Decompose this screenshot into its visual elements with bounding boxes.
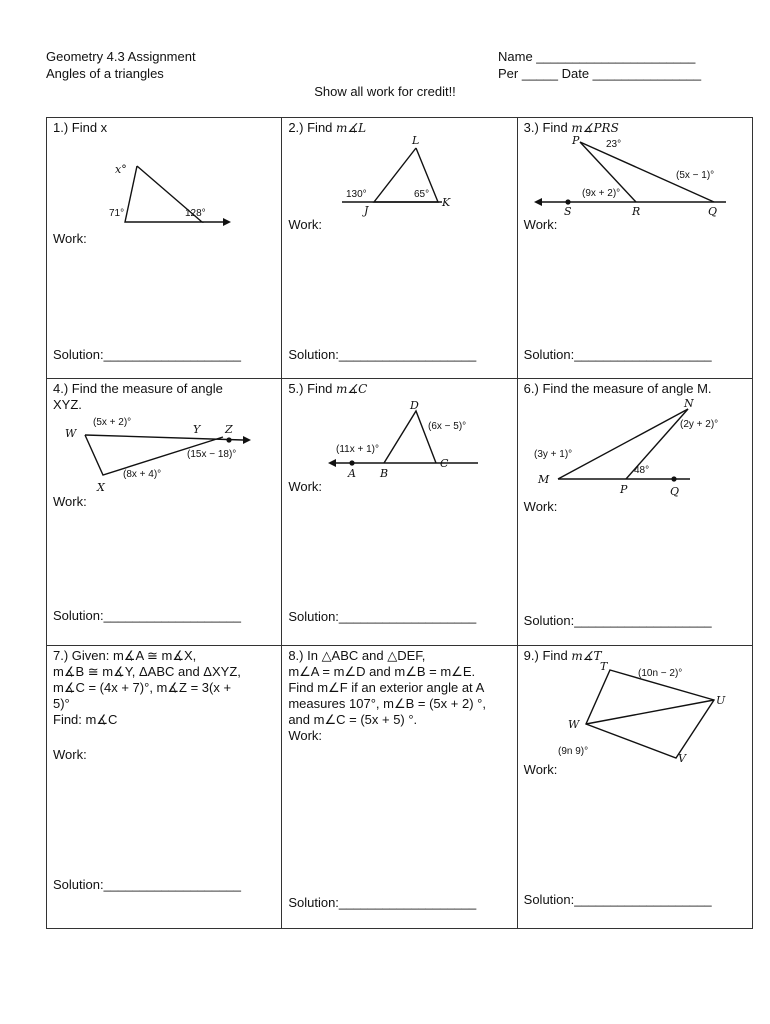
problem-3-solution-line[interactable]: Solution:___________________ [523,347,712,362]
vertex-Q: Q [707,205,717,218]
problem-9-figure [554,660,734,765]
problem-5-figure [322,399,502,479]
assignment-subtitle: Angles of a triangles [46,66,164,81]
problem-2-figure [332,134,462,217]
vertex-W: W [567,718,579,731]
problem-9-prompt-math: m∡T [571,649,602,663]
header-left [46,48,196,82]
problem-1-prompt [53,120,275,136]
point-A [350,460,355,465]
arrowhead-5 [328,459,336,467]
angle-48-label: 48° [633,465,649,476]
problem-4-cell [47,379,282,646]
problem-8-prompt [288,648,510,744]
arrowhead-4 [243,436,251,444]
problem-grid [46,117,753,929]
quadrilateral-9 [586,670,714,758]
name-field-label[interactable]: Name ______________________ [498,49,696,64]
problem-3-prompt-math: m∡PRS [571,121,619,135]
vertex-N: N [683,397,694,410]
angle-5x-label: (5x − 1)° [675,170,714,181]
vertex-V: V [677,752,686,765]
problem-8-line-1: 8.) In △ABC and △DEF, [288,648,426,663]
point-S [565,199,570,204]
problem-5-solution-line[interactable]: Solution:___________________ [288,609,477,624]
problem-9-cell [517,646,752,929]
angle-3y-label: (3y + 1)° [533,449,572,460]
vertex-T: T [599,660,607,673]
problem-8-line-4: measures 107°, m∠B = (5x + 2) °, [288,696,486,711]
problem-7-work-label: Work: [53,747,87,762]
angle-11x-label: (11x + 1)° [336,444,380,455]
problem-5-prompt-math: m∡C [336,382,368,396]
angle-x-label: (8x + 4)° [123,469,162,480]
problem-9-work-label: Work: [523,762,558,777]
problem-7-cell [47,646,282,929]
angle-6x-label: (6x − 5)° [428,421,467,432]
instructions: Show all work for credit!! [314,84,456,99]
problem-9-solution-line[interactable]: Solution:___________________ [523,892,712,907]
problem-8-line-3: Find m∠F if an exterior angle at A [288,680,485,695]
point-Z [226,437,231,442]
problem-1-prompt-text: 1.) Find x [53,120,108,135]
angle-w-label: (5x + 2)° [93,417,132,428]
problem-2-prompt-math: m∡L [336,121,367,135]
arrowhead-3 [534,198,542,206]
problem-2-solution-line[interactable]: Solution:___________________ [288,347,477,362]
vertex-R: R [631,205,640,218]
course-title: Geometry 4.3 Assignment [46,49,196,64]
problem-6-solution-line[interactable]: Solution:___________________ [523,613,712,628]
problem-2-work-label: Work: [288,217,323,232]
diagonal-WU [586,700,714,724]
problem-7-line-1: 7.) Given: m∡A ≅ m∡X, [53,648,197,663]
angle-65-label: 65° [414,189,430,200]
vertex-K: K [442,196,451,209]
header-right [498,48,701,82]
vertex-D: D [410,399,420,412]
point-Q [671,476,676,481]
problem-6-cell [517,379,752,646]
problem-8-cell [282,646,517,929]
problem-1-cell [47,118,282,379]
angle-71-label: 71° [109,208,125,219]
problem-8-solution-line[interactable]: Solution:___________________ [288,895,477,910]
angle-128-label: 128° [185,208,206,219]
angle-9n-label: (9n 9)° [557,746,588,757]
arrowhead-1 [223,218,231,226]
vertex-W: W [65,427,77,440]
problem-3-cell [517,118,752,379]
angle-9x-label: (9x + 2)° [581,188,620,199]
segment-MN [558,409,688,479]
triangle-5 [384,411,436,463]
problem-4-figure [55,415,270,495]
angle-130-label: 130° [346,189,368,200]
problem-7-line-2: m∡B ≅ m∡Y, ΔABC and ΔXYZ, [53,664,241,679]
per-date-field-label[interactable]: Per _____ Date _______________ [498,66,702,81]
angle-10n-label: (10n − 2)° [637,668,682,679]
vertex-J: J [364,204,369,217]
problem-7-prompt [53,648,275,728]
vertex-Y: Y [193,423,201,436]
problem-6-work-label: Work: [523,499,558,514]
problem-7-line-5: Find: m∡C [53,712,118,727]
problem-6-figure [528,399,743,499]
vertex-U: U [715,694,725,707]
vertex-Z: Z [225,423,233,436]
problem-4-work-label: Work: [53,494,87,509]
problem-7-line-3: m∡C = (4x + 7)°, m∡Z = 3(x + [53,680,232,695]
problem-3-figure [528,134,738,216]
problem-2-cell [282,118,517,379]
angle-x-label: x° [115,163,127,176]
problem-3-work-label: Work: [523,217,558,232]
problem-7-solution-line[interactable]: Solution:___________________ [53,877,241,892]
problem-5-cell [282,379,517,646]
problem-7-line-4: 5)° [53,696,70,711]
problem-1-solution-line[interactable]: Solution:___________________ [53,347,241,362]
problem-5-work-label: Work: [288,479,323,494]
problem-4-prompt: 4.) Find the measure of angle XYZ. [53,381,223,412]
problem-2-prompt-text: 2.) Find [288,120,337,135]
problem-5-prompt-text: 5.) Find [288,381,337,396]
vertex-M: M [537,473,549,486]
angle-23-label: 23° [605,139,621,150]
problem-1-figure [87,156,237,231]
vertex-B: B [380,467,389,480]
vertex-S: S [563,205,572,218]
problem-8-work-label: Work: [288,728,323,743]
problem-5-prompt [288,381,510,397]
angle-y-label: (15x − 18)° [187,449,237,460]
vertex-L: L [412,134,420,147]
problem-9-prompt-text: 9.) Find [523,648,572,663]
problem-1-work-label: Work: [53,231,87,246]
problem-6-prompt: 6.) Find the measure of angle M. [523,381,712,396]
problem-8-line-2: m∠A = m∠D and m∠B = m∠E. [288,664,476,679]
problem-8-line-5: and m∠C = (5x + 5) °. [288,712,418,727]
vertex-Q: Q [669,485,679,498]
vertex-P: P [571,134,580,147]
problem-3-prompt-text: 3.) Find [523,120,572,135]
vertex-C: C [440,457,449,470]
angle-2y-label: (2y + 2)° [679,419,718,430]
problem-4-solution-line[interactable]: Solution:___________________ [53,608,241,623]
vertex-X: X [97,481,105,494]
vertex-P: P [619,483,628,496]
vertex-A: A [348,467,357,480]
